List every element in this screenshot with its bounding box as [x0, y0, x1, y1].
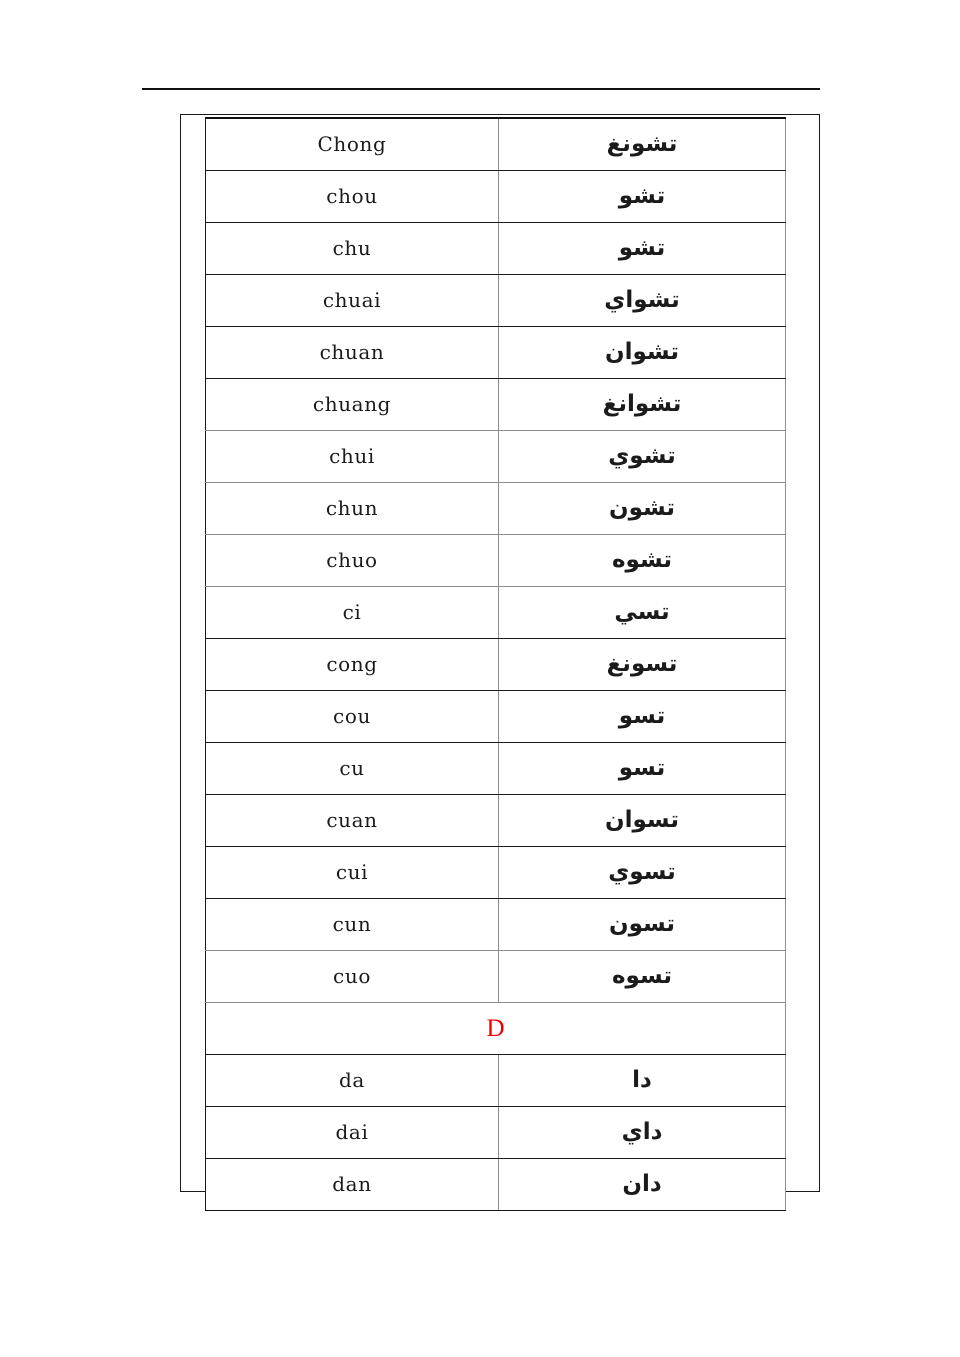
uyghur-cell	[499, 275, 786, 327]
uyghur-cell	[499, 899, 786, 951]
glossary-table-container	[205, 117, 785, 1198]
pinyin-cell	[206, 639, 499, 691]
section-letter: D	[486, 1015, 505, 1042]
pinyin-text: cuan	[326, 807, 378, 832]
uyghur-text: تسوه	[611, 963, 673, 990]
table-row	[206, 118, 786, 171]
pinyin-text: cou	[333, 703, 371, 728]
pinyin-text: ci	[342, 599, 362, 624]
uyghur-cell	[499, 379, 786, 431]
pinyin-cell	[206, 1159, 499, 1211]
table-row	[206, 587, 786, 639]
uyghur-cell	[499, 171, 786, 223]
pinyin-text: chuang	[312, 391, 392, 416]
uyghur-text: تسو	[618, 755, 666, 782]
pinyin-cell	[206, 1107, 499, 1159]
table-row	[206, 535, 786, 587]
table-section-row	[206, 1003, 786, 1055]
pinyin-text: cui	[335, 859, 369, 884]
uyghur-text: تشوي	[608, 443, 676, 470]
pinyin-cell	[206, 379, 499, 431]
uyghur-text: دان	[622, 1171, 662, 1198]
table-row	[206, 847, 786, 899]
uyghur-cell	[499, 951, 786, 1003]
pinyin-text: cun	[332, 911, 372, 936]
page-header-rule	[142, 88, 820, 90]
section-divider-row	[206, 1003, 786, 1055]
table-row	[206, 483, 786, 535]
uyghur-text: تسوان	[605, 807, 679, 834]
pinyin-cell	[206, 951, 499, 1003]
uyghur-text: داي	[621, 1119, 663, 1146]
pinyin-cell	[206, 899, 499, 951]
pinyin-cell	[206, 223, 499, 275]
table-row	[206, 795, 786, 847]
table-row	[206, 275, 786, 327]
table-row	[206, 223, 786, 275]
pinyin-text: dan	[332, 1171, 372, 1196]
pinyin-cell	[206, 1055, 499, 1107]
uyghur-cell	[499, 223, 786, 275]
table-row	[206, 1107, 786, 1159]
pinyin-cell	[206, 275, 499, 327]
uyghur-cell	[499, 1055, 786, 1107]
table-row	[206, 951, 786, 1003]
uyghur-text: تشون	[608, 495, 676, 522]
pinyin-text: cu	[339, 755, 365, 780]
pinyin-text: chun	[325, 495, 379, 520]
pinyin-text: Chong	[317, 131, 387, 156]
uyghur-text: تشوانغ	[602, 391, 682, 418]
uyghur-text: تشونغ	[606, 131, 678, 158]
table-row	[206, 1159, 786, 1211]
uyghur-cell	[499, 847, 786, 899]
table-row	[206, 171, 786, 223]
pinyin-text: dai	[335, 1119, 369, 1144]
pinyin-text: chu	[332, 235, 372, 260]
table-row	[206, 379, 786, 431]
uyghur-cell	[499, 587, 786, 639]
pinyin-text: da	[339, 1067, 365, 1092]
uyghur-cell	[499, 535, 786, 587]
uyghur-cell	[499, 795, 786, 847]
table-row	[206, 431, 786, 483]
uyghur-text: تشو	[618, 183, 666, 210]
uyghur-cell	[499, 1159, 786, 1211]
pinyin-cell	[206, 118, 499, 171]
pinyin-cell	[206, 327, 499, 379]
uyghur-cell	[499, 483, 786, 535]
table-row	[206, 691, 786, 743]
pinyin-cell	[206, 535, 499, 587]
uyghur-text: تسوي	[608, 859, 676, 886]
uyghur-cell	[499, 118, 786, 171]
uyghur-text: تشوان	[605, 339, 679, 366]
pinyin-uyghur-glossary-table	[205, 117, 786, 1211]
pinyin-text: chou	[326, 183, 378, 208]
uyghur-cell	[499, 691, 786, 743]
pinyin-text: cong	[326, 651, 378, 676]
table-row	[206, 899, 786, 951]
uyghur-cell	[499, 431, 786, 483]
pinyin-text: chuo	[326, 547, 378, 572]
table-row	[206, 327, 786, 379]
uyghur-cell	[499, 639, 786, 691]
uyghur-text: دا	[632, 1067, 652, 1094]
pinyin-cell	[206, 795, 499, 847]
pinyin-cell	[206, 743, 499, 795]
pinyin-text: chuan	[319, 339, 385, 364]
uyghur-text: تسونغ	[606, 651, 678, 678]
uyghur-text: تشواي	[604, 287, 680, 314]
pinyin-text: chui	[329, 443, 375, 468]
pinyin-text: chuai	[322, 287, 382, 312]
pinyin-text: cuo	[333, 963, 371, 988]
pinyin-cell	[206, 587, 499, 639]
pinyin-cell	[206, 483, 499, 535]
uyghur-text: تشوه	[611, 547, 673, 574]
uyghur-cell	[499, 743, 786, 795]
uyghur-cell	[499, 1107, 786, 1159]
table-row	[206, 1055, 786, 1107]
pinyin-cell	[206, 431, 499, 483]
pinyin-cell	[206, 847, 499, 899]
table-row	[206, 639, 786, 691]
uyghur-text: تسون	[608, 911, 676, 938]
uyghur-text: تسو	[618, 703, 666, 730]
uyghur-text: تسي	[614, 599, 670, 626]
table-row	[206, 743, 786, 795]
uyghur-text: تشو	[618, 235, 666, 262]
pinyin-cell	[206, 171, 499, 223]
uyghur-cell	[499, 327, 786, 379]
pinyin-cell	[206, 691, 499, 743]
